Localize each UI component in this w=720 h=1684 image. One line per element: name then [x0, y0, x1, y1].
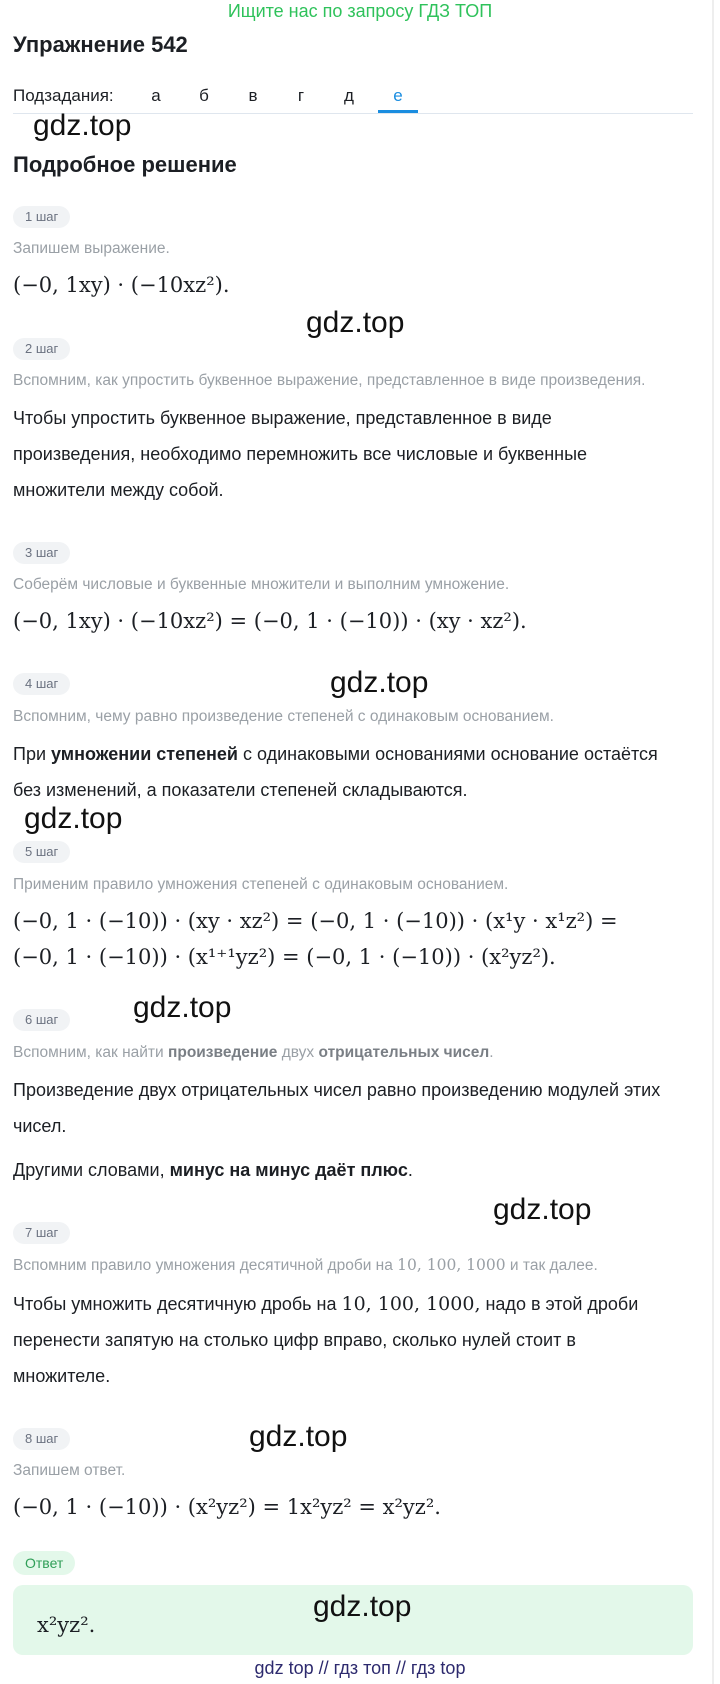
step-4-text-line-2: без изменений, а показатели степеней складываются.	[13, 780, 468, 800]
tab-v[interactable]: в	[248, 86, 258, 105]
step-badge-3: 3 шаг	[13, 542, 70, 564]
watermark: gdz.top	[306, 306, 405, 339]
section-title: Подробное решение	[13, 152, 237, 177]
step-badge-6: 6 шаг	[13, 1009, 70, 1031]
answer-badge: Ответ	[13, 1551, 75, 1575]
tab-e-active[interactable]: е	[393, 86, 403, 105]
step-6-text-line-3: Другими словами, минус на минус даёт плюс.	[13, 1160, 413, 1180]
step-2-text-line-2: произведения, необходимо перемножить все числовые и буквенные	[13, 444, 588, 464]
watermark: gdz.top	[133, 991, 232, 1024]
step-5-formula-line-2: (−0, 1 · (−10)) · (x¹⁺¹yz²) = (−0, 1 · (−10)) · (x²yz²).	[13, 945, 556, 969]
step-2-text-line-1: Чтобы упростить буквенное выражение, представленное в виде	[13, 408, 552, 428]
step-4-hint: Вспомним, чему равно произведение степеней с одинаковым основанием.	[13, 708, 554, 725]
step-7-text-line-2: перенести запятую на столько цифр вправо, сколько нулей стоит в	[13, 1330, 576, 1350]
watermark: gdz.top	[313, 1590, 412, 1623]
step-8-hint: Запишем ответ.	[13, 1462, 126, 1479]
watermark: gdz.top	[330, 666, 429, 699]
step-8-formula: (−0, 1 · (−10)) · (x²yz²) = 1x²yz² = x²yz².	[13, 1495, 441, 1519]
tab-g[interactable]: г	[297, 86, 305, 105]
search-banner: Ищите нас по запросу ГДЗ ТОП	[227, 1, 493, 21]
step-badge-5: 5 шаг	[13, 841, 70, 863]
step-2-hint: Вспомним, как упростить буквенное выражение, представленное в виде произведения.	[13, 372, 646, 389]
page-edge-rule	[712, 0, 714, 1684]
step-badge-2: 2 шаг	[13, 338, 70, 360]
tab-b[interactable]: б	[199, 86, 209, 105]
step-3-formula: (−0, 1xy) · (−10xz²) = (−0, 1 · (−10)) · (xy · xz²).	[13, 609, 527, 633]
step-badge-4: 4 шаг	[13, 673, 70, 695]
step-5-hint: Применим правило умножения степеней с одинаковым основанием.	[13, 876, 509, 893]
footer-links[interactable]: gdz top // гдз топ // гдз top	[254, 1658, 466, 1678]
step-badge-8: 8 шаг	[13, 1428, 70, 1450]
page-title: Упражнение 542	[13, 32, 188, 57]
step-7-text-line-1: Чтобы умножить десятичную дробь на 10, 100, 1000, надо в этой дроби	[13, 1293, 639, 1315]
watermark: gdz.top	[24, 802, 123, 835]
tab-a[interactable]: а	[151, 86, 161, 105]
step-7-text-line-3: множителе.	[13, 1366, 111, 1386]
step-badge-1: 1 шаг	[13, 206, 70, 228]
step-6-text-line-2: чисел.	[13, 1116, 67, 1136]
step-5-formula-line-1: (−0, 1 · (−10)) · (xy · xz²) = (−0, 1 · (−10)) · (x¹y · x¹z²) =	[13, 909, 618, 933]
step-badge-7: 7 шаг	[13, 1222, 70, 1244]
step-3-hint: Соберём числовые и буквенные множители и выполним умножение.	[13, 576, 510, 593]
step-6-text-line-1: Произведение двух отрицательных чисел равно произведению модулей этих	[13, 1080, 661, 1100]
watermark: gdz.top	[249, 1420, 348, 1453]
watermark: gdz.top	[493, 1193, 592, 1226]
step-1-hint: Запишем выражение.	[13, 240, 170, 257]
step-4-text-line-1: При умножении степеней с одинаковыми основаниями основание остаётся	[13, 744, 658, 764]
bold-term: умножении степеней	[51, 744, 238, 764]
answer-formula: x²yz².	[37, 1613, 96, 1637]
step-7-hint: Вспомним правило умножения десятичной дроби на 10, 100, 1000 и так далее.	[13, 1256, 598, 1274]
step-2-text-line-3: множители между собой.	[13, 480, 224, 500]
step-1-formula: (−0, 1xy) · (−10xz²).	[13, 273, 230, 297]
subtasks-label: Подзадания:	[13, 86, 114, 105]
tab-d[interactable]: д	[344, 86, 354, 105]
watermark: gdz.top	[33, 109, 132, 142]
step-6-hint: Вспомним, как найти произведение двух отрицательных чисел.	[13, 1044, 494, 1061]
